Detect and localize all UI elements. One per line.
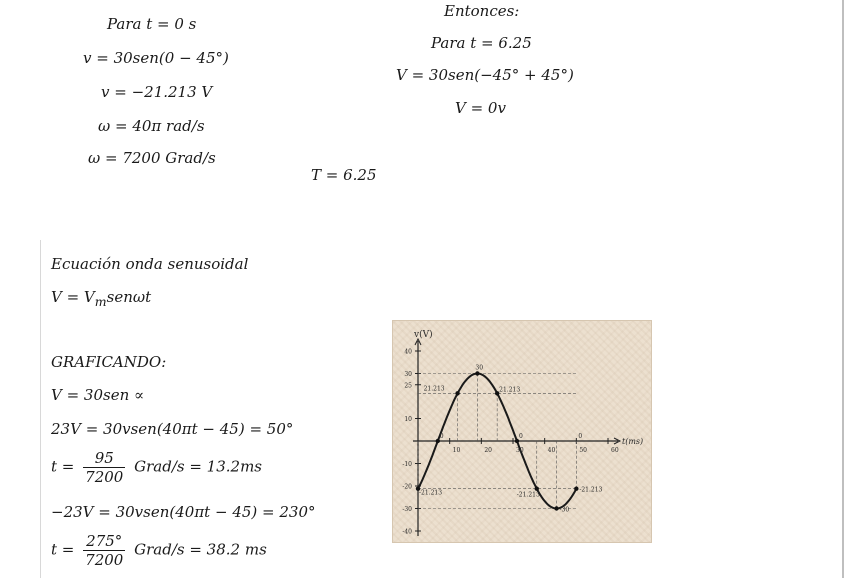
x-tick-label: 60 — [611, 447, 619, 454]
data-point — [554, 506, 558, 510]
data-point — [455, 391, 459, 395]
fraction-2-numerator: 275° — [83, 532, 125, 551]
y-tick-label: 30 — [404, 371, 412, 378]
equation-1: 23V = 30vsen(40πt − 45) = 50° — [51, 420, 294, 438]
fraction-1-suffix: Grad/s = 13.2ms — [134, 457, 262, 476]
fraction-1 — [83, 449, 125, 486]
right-line-4: V = 0v — [455, 99, 506, 117]
fraction-2-prefix: t = — [51, 540, 75, 559]
point-annotation: -21.213 — [516, 491, 540, 499]
x-tick-label: 40 — [547, 447, 556, 454]
point-annotation: 30 — [475, 364, 484, 372]
point-annotation: 0 — [439, 433, 444, 440]
point-annotation: 21.213 — [499, 386, 521, 394]
window-edge — [842, 0, 844, 578]
fraction-1-denominator: 7200 — [85, 468, 124, 486]
y-tick-label: -40 — [402, 528, 412, 536]
y-tick-label: -20 — [402, 483, 412, 491]
left-line-1: Para t = 0 s — [107, 15, 197, 33]
x-tick-label: 10 — [452, 447, 461, 454]
right-line-3: V = 30sen(−45° + 45°) — [396, 66, 574, 84]
left-line-4: ω = 40π rad/s — [98, 117, 205, 135]
y-tick-label: 25 — [404, 382, 412, 390]
graficando-label: GRAFICANDO: — [51, 353, 167, 371]
point-annotation: 0 — [518, 433, 523, 440]
fraction-line-1 — [51, 449, 262, 486]
point-annotation: 21.213 — [423, 385, 445, 393]
wave-heading: Ecuación onda senusoidal — [51, 255, 249, 273]
point-annotation: -21.213 — [419, 489, 443, 497]
sine-graph-image — [392, 320, 652, 543]
data-point — [475, 371, 479, 375]
x-axis-label: t(ms) — [622, 437, 644, 446]
period-line: T = 6.25 — [311, 166, 377, 184]
y-axis-label: v(V) — [414, 330, 433, 340]
left-line-5: ω = 7200 Grad/s — [88, 149, 216, 167]
left-line-2: v = 30sen(0 − 45°) — [83, 49, 229, 67]
point-annotation: -21.213 — [579, 486, 603, 494]
x-tick-label: 30 — [516, 447, 524, 454]
fraction-1-prefix: t = — [51, 457, 75, 476]
vm-subscript: m — [94, 294, 107, 309]
fraction-2-denominator: 7200 — [85, 551, 124, 569]
sine-graph — [393, 321, 651, 542]
equation-2: −23V = 30vsen(40πt − 45) = 230° — [51, 503, 316, 521]
data-point — [535, 487, 539, 491]
fraction-2 — [83, 532, 125, 569]
y-tick-label: 40 — [404, 348, 412, 356]
fraction-line-2 — [51, 532, 267, 569]
x-tick-label: 50 — [579, 447, 587, 454]
point-annotation: 0 — [578, 433, 583, 440]
wave-equation: $V = V_msen\omega t$ — [51, 288, 152, 309]
page-margin-line — [40, 240, 41, 578]
y-tick-label: -10 — [402, 461, 412, 468]
fraction-2-suffix: Grad/s = 38.2 ms — [134, 540, 267, 559]
y-tick-label: -30 — [402, 506, 412, 513]
right-line-2: Para t = 6.25 — [431, 34, 532, 52]
x-tick-label: 20 — [484, 447, 492, 454]
point-annotation: -30 — [559, 506, 570, 514]
left-line-3: v = −21.213 V — [101, 83, 213, 101]
y-tick-label: 10 — [404, 416, 412, 423]
data-point — [574, 487, 578, 491]
v-equation: V = 30sen ∝ — [51, 386, 145, 404]
right-line-1: Entonces: — [444, 2, 520, 20]
fraction-1-numerator: 95 — [83, 449, 125, 468]
